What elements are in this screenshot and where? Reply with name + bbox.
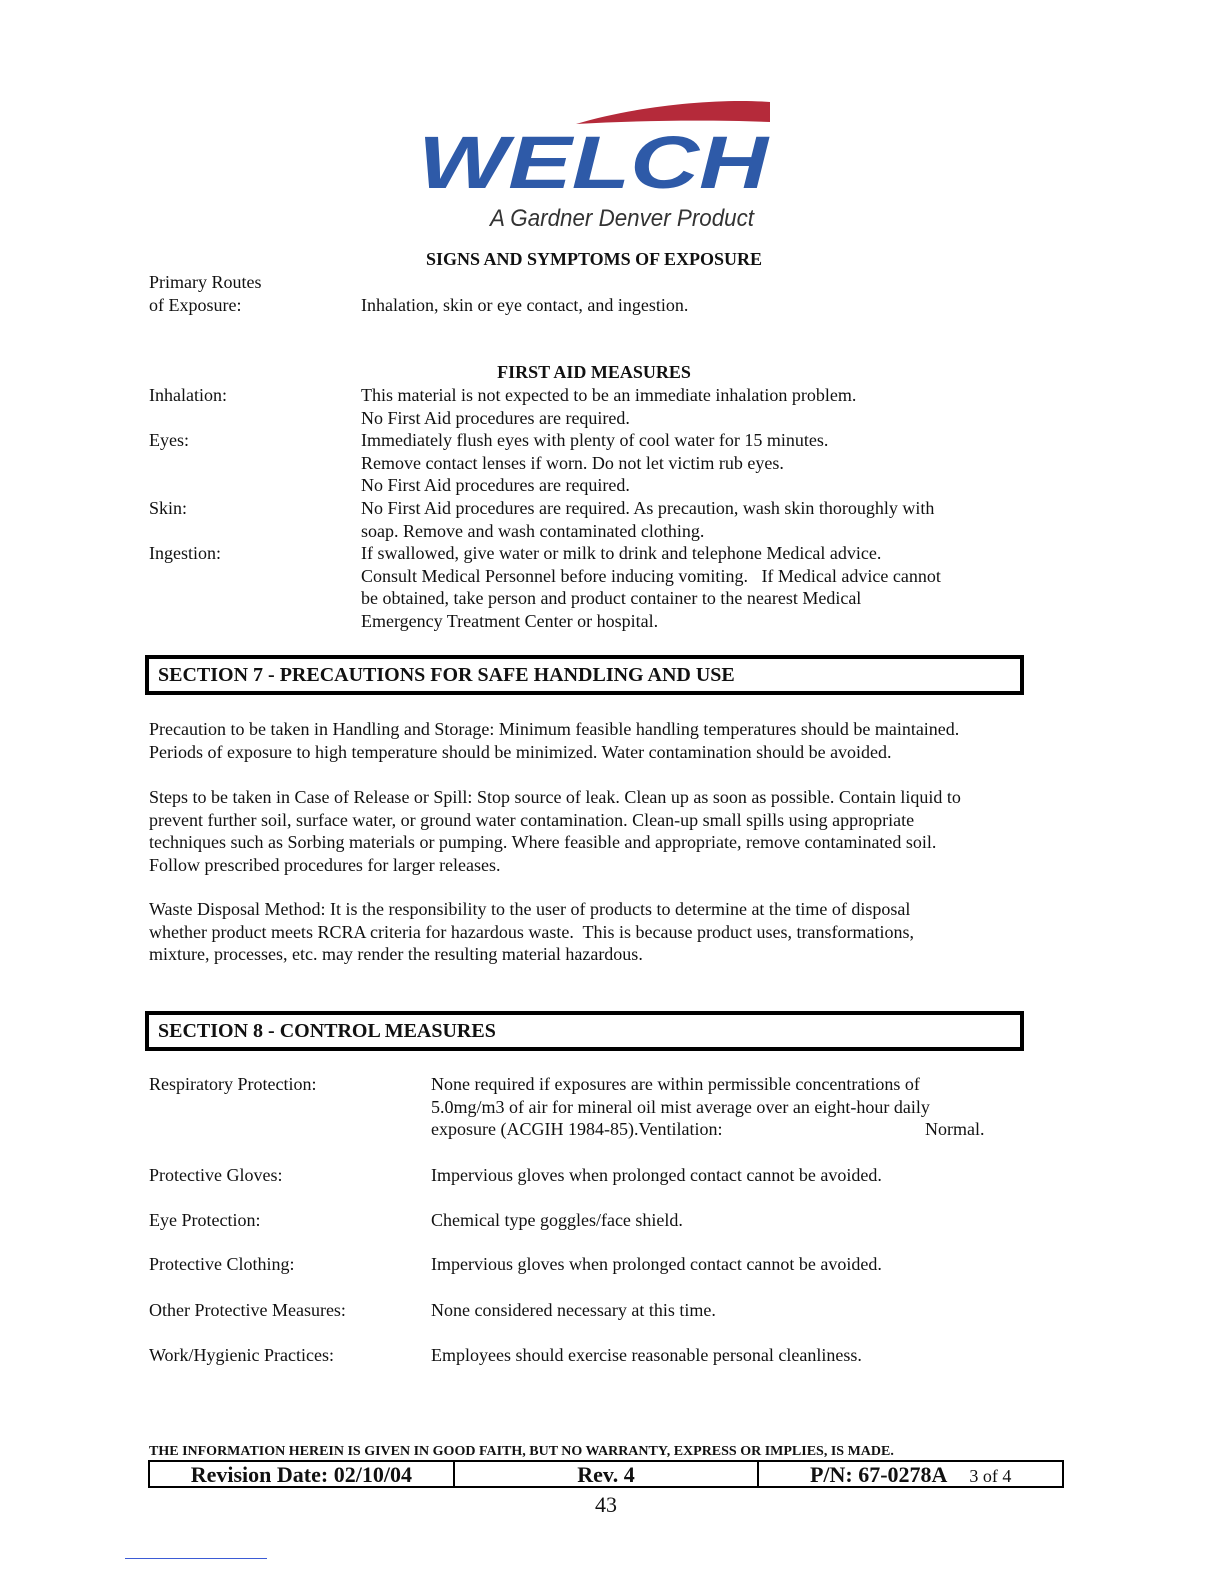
respiratory-line3: exposure (ACGIH 1984-85).Ventilation:: [431, 1119, 723, 1139]
primary-routes-text: Inhalation, skin or eye contact, and ingestion.: [361, 295, 689, 315]
logo-brand-text: WELCH: [418, 121, 770, 204]
respiratory-line: 5.0mg/m3 of air for mineral oil mist average over an eight-hour daily: [431, 1096, 930, 1117]
protective-gloves-label: Protective Gloves:: [149, 1165, 283, 1185]
primary-routes-label-line2: of Exposure:: [149, 294, 242, 315]
ingestion-line: be obtained, take person and product container to the nearest Medical: [361, 588, 862, 608]
paragraph-line: mixture, processes, etc. may render the resulting material hazardous.: [149, 944, 643, 964]
paragraph-line: Periods of exposure to high temperature should be minimized. Water contamination should be avoided.: [149, 741, 892, 762]
paragraph-line: whether product meets RCRA criteria for hazardous waste. This is because product uses, transformations,: [149, 921, 914, 942]
first-aid-heading: FIRST AID MEASURES: [497, 362, 691, 382]
inhalation-text: [361, 384, 1041, 429]
eyes-line: Immediately flush eyes with plenty of cool water for 15 minutes.: [361, 430, 829, 450]
paragraph-line: Follow prescribed procedures for larger releases.: [149, 854, 501, 875]
handling-paragraph: [149, 718, 1049, 763]
respiratory-line: None required if exposures are within permissible concentrations of: [431, 1074, 920, 1094]
revision-date: Revision Date: 02/10/04: [190, 1462, 412, 1487]
ingestion-text: [361, 542, 1041, 632]
spill-paragraph: [149, 786, 1049, 876]
skin-label: Skin:: [149, 498, 188, 518]
paragraph-line: Steps to be taken in Case of Release or Spill: Stop source of leak. Clean up as soon as possible. Contain liquid to: [149, 787, 961, 807]
page-count: 3 of 4: [969, 1466, 1012, 1486]
signs-heading: SIGNS AND SYMPTOMS OF EXPOSURE: [425, 249, 763, 269]
paragraph-line: techniques such as Sorbing materials or pumping. Where feasible and appropriate, remove contaminated soil.: [149, 832, 937, 852]
protective-gloves-text: Impervious gloves when prolonged contact cannot be avoided.: [431, 1165, 882, 1185]
ingestion-line: Consult Medical Personnel before inducing vomiting. If Medical advice cannot: [361, 565, 941, 586]
inhalation-label: Inhalation:: [149, 385, 227, 405]
skin-text: [361, 497, 1041, 542]
paragraph-line: Waste Disposal Method: It is the responsibility to the user of products to determine at the time of disposal: [149, 899, 911, 919]
waste-paragraph: [149, 898, 1049, 966]
respiratory-line: [431, 1118, 991, 1141]
other-measures-text: None considered necessary at this time.: [431, 1300, 716, 1320]
skin-line: soap. Remove and wash contaminated clothing.: [361, 520, 705, 541]
respiratory-text: [431, 1073, 991, 1141]
section7-title: SECTION 7 - PRECAUTIONS FOR SAFE HANDLING AND USE: [145, 655, 1024, 695]
hygienic-practices-label: Work/Hygienic Practices:: [149, 1345, 334, 1365]
revision-number: Rev. 4: [453, 1462, 758, 1486]
paragraph-line: Precaution to be taken in Handling and Storage: Minimum feasible handling temperatures should be maintained.: [149, 719, 960, 739]
eye-protection-text: Chemical type goggles/face shield.: [431, 1210, 683, 1230]
eye-protection-label: Eye Protection:: [149, 1210, 261, 1230]
footnote-rule: [125, 1558, 267, 1559]
welch-logo-graphic: [416, 100, 772, 232]
eyes-line: No First Aid procedures are required.: [361, 475, 630, 495]
inhalation-line: No First Aid procedures are required.: [361, 407, 630, 428]
protective-clothing-text: Impervious gloves when prolonged contact cannot be avoided.: [431, 1254, 882, 1274]
eyes-text: [361, 429, 1041, 497]
inhalation-line: This material is not expected to be an immediate inhalation problem.: [361, 385, 857, 405]
ingestion-line: If swallowed, give water or milk to drink and telephone Medical advice.: [361, 543, 882, 563]
page-number: 43: [595, 1492, 617, 1517]
logo-tagline-text: A Gardner Denver Product: [488, 205, 756, 232]
other-measures-label: Other Protective Measures:: [149, 1300, 346, 1320]
part-number-cell: [757, 1462, 1062, 1486]
footer-table: [148, 1460, 1064, 1488]
part-number: P/N: 67-0278A: [809, 1462, 948, 1487]
eyes-line: Remove contact lenses if worn. Do not let victim rub eyes.: [361, 452, 784, 473]
hygienic-practices-text: Employees should exercise reasonable personal cleanliness.: [431, 1345, 862, 1365]
respiratory-label: Respiratory Protection:: [149, 1074, 317, 1094]
welch-logo: [416, 100, 772, 232]
protective-clothing-label: Protective Clothing:: [149, 1254, 295, 1274]
primary-routes-label: [149, 271, 262, 316]
disclaimer: THE INFORMATION HEREIN IS GIVEN IN GOOD FAITH, BUT NO WARRANTY, EXPRESS OR IMPLIES, IS MADE.: [149, 1444, 894, 1459]
paragraph-line: prevent further soil, surface water, or ground water contamination. Clean-up small spills using appropriate: [149, 809, 915, 830]
skin-line: No First Aid procedures are required. As precaution, wash skin thoroughly with: [361, 498, 935, 518]
primary-routes-label-line1: Primary Routes: [149, 272, 262, 292]
ventilation-value: Normal.: [925, 1119, 985, 1139]
eyes-label: Eyes:: [149, 430, 189, 450]
ingestion-label: Ingestion:: [149, 543, 221, 563]
ingestion-line: Emergency Treatment Center or hospital.: [361, 610, 659, 631]
section8-title: SECTION 8 - CONTROL MEASURES: [145, 1011, 1024, 1051]
